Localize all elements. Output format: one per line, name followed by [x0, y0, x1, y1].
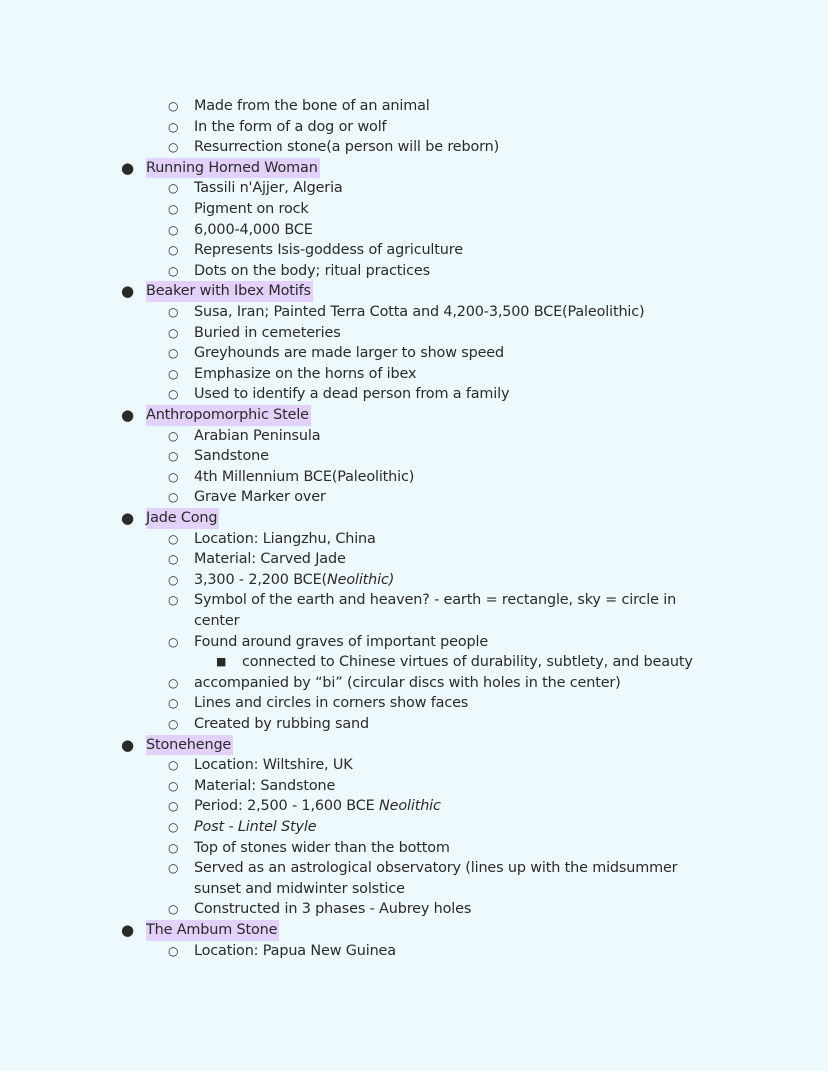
- item-text: Period: 2,500 - 1,600 BCE: [194, 798, 380, 815]
- outline-item: [0, 941, 828, 962]
- item-text: Used to identify a dead person from a family: [194, 386, 510, 403]
- hollow-bullet-icon: ○: [168, 572, 179, 587]
- outline-item-text: [194, 611, 239, 632]
- outline-item-text: [194, 199, 309, 220]
- outline-item: [0, 776, 828, 797]
- item-text: Jade Cong: [146, 510, 218, 526]
- outline-item-text: [194, 261, 430, 282]
- hollow-bullet-icon: ○: [168, 181, 179, 196]
- item-text: connected to Chinese virtues of durability, subtlety, and beauty: [242, 654, 693, 671]
- outline-item: [0, 240, 828, 261]
- hollow-bullet-icon: ○: [168, 943, 179, 958]
- outline-heading-text: [146, 281, 313, 302]
- outline-heading-text: [146, 405, 311, 426]
- item-text: Susa, Iran; Painted Terra Cotta and 4,200-3,500 BCE(Paleolithic): [194, 304, 645, 320]
- hollow-bullet-icon: ○: [168, 490, 179, 505]
- outline-item: [0, 796, 828, 817]
- outline-item-text: [194, 487, 326, 508]
- item-text: Symbol of the earth and heaven? - earth = rectangle, sky = circle in: [194, 592, 677, 609]
- outline-item-text: [194, 673, 621, 694]
- item-text: Pigment on rock: [194, 201, 309, 217]
- outline-item-text: [194, 590, 676, 611]
- hollow-bullet-icon: ○: [168, 593, 179, 608]
- outline-item: [0, 590, 828, 611]
- outline-item-text: [194, 899, 471, 920]
- outline-item: [0, 446, 828, 467]
- outline-item-text: [194, 96, 430, 117]
- outline-item-text: [194, 714, 369, 735]
- hollow-bullet-icon: ○: [168, 346, 179, 361]
- hollow-bullet-icon: ○: [168, 799, 179, 814]
- outline-item-text: [194, 178, 343, 199]
- outline-item-text: [194, 220, 313, 241]
- item-text-italic: Neolithic): [327, 571, 395, 588]
- item-text: 6,000-4,000 BCE: [194, 221, 313, 238]
- outline-heading-text: [146, 158, 320, 179]
- item-text: Location: Liangzhu, China: [194, 530, 376, 547]
- item-text: Stonehenge: [146, 736, 232, 753]
- outline-item: [0, 652, 828, 673]
- outline-item-text: [194, 343, 504, 364]
- outline-item-text: [194, 529, 376, 550]
- hollow-bullet-icon: ○: [168, 840, 179, 855]
- outline-item: [0, 673, 828, 694]
- item-text: Lines and circles in corners show faces: [194, 695, 469, 712]
- outline-item: [0, 467, 828, 488]
- outline-item-text: [194, 446, 269, 467]
- outline-heading-text: [146, 508, 219, 529]
- item-text: Constructed in 3 phases - Aubrey holes: [194, 901, 472, 918]
- hollow-bullet-icon: ○: [168, 428, 179, 443]
- outline-item-text: [194, 879, 405, 900]
- outline-item: [0, 817, 828, 838]
- outline-item: [0, 137, 828, 158]
- square-bullet-icon: ■: [216, 655, 227, 669]
- item-text: Made from the bone of an animal: [194, 98, 430, 114]
- outline-item-text: [194, 549, 346, 570]
- outline-item-text: [194, 137, 499, 158]
- item-text: Grave Marker over: [194, 489, 326, 506]
- outline-item: [0, 899, 828, 920]
- item-text-italic: Post - Lintel Style: [194, 819, 317, 835]
- hollow-bullet-icon: ○: [168, 140, 179, 155]
- outline-heading-text: [146, 735, 233, 756]
- hollow-bullet-icon: ○: [168, 243, 179, 258]
- item-text: Material: Sandstone: [194, 777, 336, 794]
- item-text: Location: Papua New Guinea: [194, 942, 396, 959]
- hollow-bullet-icon: ○: [168, 696, 179, 711]
- item-text: 4th Millennium BCE(Paleolithic): [194, 468, 415, 485]
- item-text: Greyhounds are made larger to show speed: [194, 345, 504, 362]
- item-text: Found around graves of important people: [194, 633, 489, 650]
- outline-item: [0, 549, 828, 570]
- hollow-bullet-icon: ○: [168, 222, 179, 237]
- hollow-bullet-icon: ○: [168, 387, 179, 402]
- outline-item-text: [194, 796, 441, 817]
- hollow-bullet-icon: ○: [168, 263, 179, 278]
- item-text: Emphasize on the horns of ibex: [194, 365, 417, 382]
- filled-bullet-icon: ●: [121, 735, 135, 754]
- outline-item: [0, 323, 828, 344]
- item-text: Location: Wiltshire, UK: [194, 757, 353, 774]
- item-text: Arabian Peninsula: [194, 427, 321, 444]
- outline-item: [0, 384, 828, 405]
- item-text: Buried in cemeteries: [194, 324, 341, 341]
- hollow-bullet-icon: ○: [168, 305, 179, 319]
- item-text: Top of stones wider than the bottom: [194, 839, 450, 856]
- hollow-bullet-icon: ○: [168, 820, 179, 834]
- outline-heading: [0, 158, 828, 179]
- outline-item-text: [194, 838, 450, 859]
- outline-continuation: [0, 611, 828, 632]
- outline-item: [0, 302, 828, 323]
- item-text: Beaker with Ibex Motifs: [146, 283, 311, 300]
- hollow-bullet-icon: ○: [168, 119, 179, 134]
- item-text: sunset and midwinter solstice: [194, 880, 405, 897]
- hollow-bullet-icon: ○: [168, 902, 179, 917]
- hollow-bullet-icon: ○: [168, 99, 179, 113]
- outline-item: [0, 714, 828, 735]
- outline-item-text: [194, 364, 416, 385]
- outline-heading: [0, 735, 828, 756]
- hollow-bullet-icon: ○: [168, 861, 179, 876]
- outline-item-text: [194, 817, 316, 838]
- outline-item: [0, 838, 828, 859]
- outline-item-text: [194, 467, 414, 488]
- outline-item: [0, 570, 828, 591]
- filled-bullet-icon: ●: [121, 921, 135, 939]
- outline-item: [0, 529, 828, 550]
- outline-item-text: [194, 941, 396, 962]
- hollow-bullet-icon: ○: [168, 634, 179, 649]
- outline-item: [0, 220, 828, 241]
- hollow-bullet-icon: ○: [168, 758, 179, 773]
- outline-item: [0, 117, 828, 138]
- outline-heading: [0, 405, 828, 426]
- hollow-bullet-icon: ○: [168, 531, 179, 546]
- outline-item: [0, 858, 828, 879]
- hollow-bullet-icon: ○: [168, 325, 179, 340]
- outline-item-text: [194, 426, 320, 447]
- filled-bullet-icon: ●: [121, 509, 135, 527]
- hollow-bullet-icon: ○: [168, 366, 179, 381]
- hollow-bullet-icon: ○: [168, 469, 179, 484]
- outline-item-text: [194, 755, 353, 776]
- outline-item-text: [194, 632, 488, 653]
- outline-item: [0, 755, 828, 776]
- item-text: Material: Carved Jade: [194, 551, 346, 568]
- outline-item: [0, 96, 828, 117]
- outline-item: [0, 178, 828, 199]
- filled-bullet-icon: ●: [121, 406, 135, 424]
- item-text: Dots on the body; ritual practices: [194, 262, 430, 279]
- outline-item-text: [194, 858, 677, 879]
- hollow-bullet-icon: ○: [168, 675, 179, 690]
- outline-heading: [0, 508, 828, 529]
- outline-item-text: [194, 302, 645, 323]
- outline-item-text: [194, 776, 335, 797]
- outline-continuation: [0, 879, 828, 900]
- item-text: Created by rubbing sand: [194, 716, 370, 732]
- filled-bullet-icon: ●: [121, 158, 135, 177]
- hollow-bullet-icon: ○: [168, 778, 179, 793]
- outline-item-text: [194, 323, 341, 344]
- hollow-bullet-icon: ○: [168, 202, 179, 216]
- outline-item: [0, 426, 828, 447]
- item-text: center: [194, 613, 240, 629]
- item-text: Anthropomorphic Stele: [146, 407, 309, 423]
- item-text: In the form of a dog or wolf: [194, 118, 387, 135]
- outline-heading: [0, 920, 828, 941]
- outline-item-text: [194, 693, 468, 714]
- outline-item: [0, 199, 828, 220]
- outline-item: [0, 693, 828, 714]
- item-text: Sandstone: [194, 448, 269, 465]
- outline-item: [0, 343, 828, 364]
- hollow-bullet-icon: ○: [168, 449, 179, 464]
- item-text: Served as an astrological observatory (lines up with the midsummer: [194, 860, 678, 877]
- outline-item-text: [194, 384, 509, 405]
- filled-bullet-icon: ●: [121, 282, 135, 301]
- outline-item: [0, 364, 828, 385]
- item-text: Tassili n'Ajjer, Algeria: [194, 180, 343, 197]
- outline-heading: [0, 281, 828, 302]
- item-text: accompanied by “bi” (circular discs with holes in the center): [194, 674, 621, 691]
- item-text: 3,300 - 2,200 BCE(: [194, 571, 327, 588]
- hollow-bullet-icon: ○: [168, 552, 179, 567]
- item-text: Represents Isis-goddess of agriculture: [194, 242, 463, 259]
- outline-item-text: [194, 570, 394, 591]
- outline-heading-text: [146, 920, 279, 941]
- outline-item-text: [242, 652, 693, 673]
- outline-item: [0, 261, 828, 282]
- outline-item: [0, 487, 828, 508]
- hollow-bullet-icon: ○: [168, 717, 179, 731]
- item-text-italic: Neolithic: [379, 798, 441, 815]
- item-text: Resurrection stone(a person will be reborn): [194, 139, 500, 156]
- outline-item: [0, 632, 828, 653]
- item-text: Running Horned Woman: [146, 159, 318, 176]
- item-text: The Ambum Stone: [146, 922, 278, 938]
- outline-item-text: [194, 240, 463, 261]
- outline-item-text: [194, 117, 386, 138]
